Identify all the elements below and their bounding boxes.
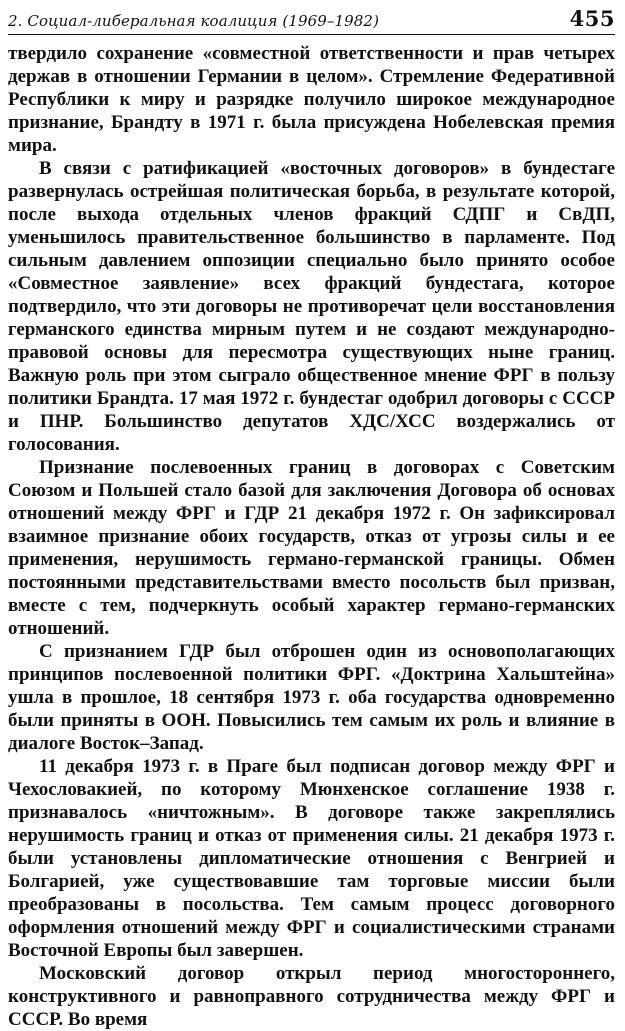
page-number: 455 xyxy=(569,6,615,31)
paragraph: Московский договор открыл период многостороннего, конструктивного и равноправного сотрудничества между ФРГ и СССР. Во время xyxy=(8,963,615,1030)
paragraph: С признанием ГДР был отброшен один из основополагающих принципов послевоенной политики ФРГ. «Доктрина Хальштейна» ушла в прошлое, 18 сентября 1973 г. оба государства одновременно были приняты в ООН. Повысились тем самым их роль и влияние в диалоге Восток–Запад. xyxy=(8,641,615,754)
paragraph: Признание послевоенных границ в договорах с Советским Союзом и Польшей стало базой для заключения Договора об основах отношений между ФРГ и ГДР 21 декабря 1972 г. Он зафиксировал взаимное признание обоих государств, отказ от угрозы силы и ее применения, нерушимость германо-германской границы. Обмен постоянными представительствами вместо посольств был призван, вместе с тем, подчеркнуть особый характер германо-германских отношений. xyxy=(8,457,615,639)
paragraph: В связи с ратификацией «восточных договоров» в бундестаге развернулась острейшая политическая борьба, в результате которой, после выхода отдельных членов фракций СДПГ и СвДП, уменьшилось правительственное большинство в парламенте. Под сильным давлением оппозиции специально было принято особое «Совместное заявление» всех фракций бундестага, которое подтвердило, что эти договоры не противоречат цели восстановления германского единства мирным путем и не создают международно-правовой основы для пересмотра существующих ныне границ. Важную роль при этом сыграло общественное мнение ФРГ в пользу политики Брандта. 17 мая 1972 г. бундестаг одобрил договоры с СССР и ПНР. Большинство депутатов ХДС/ХСС воздержались от голосования. xyxy=(8,158,615,455)
section-title: 2. Социал-либеральная коалиция (1969–1982) xyxy=(8,12,380,30)
body-text xyxy=(8,42,615,1031)
paragraph: 11 декабря 1973 г. в Праге был подписан договор между ФРГ и Чехословакией, по которому Мюнхенское соглашение 1938 г. признавалось «ничтожным». В договоре также закреплялись нерушимость границ и отказ от применения силы. 21 декабря 1973 г. были установлены дипломатические отношения с Венгрией и Болгарией, уже существовавшие там торговые миссии были преобразованы в посольства. Тем самым процесс договорного оформления отношений между ФРГ и социалистическими странами Восточной Европы был завершен. xyxy=(8,756,615,961)
running-head xyxy=(8,6,615,35)
paragraph: твердило сохранение «совместной ответственности и прав четырех держав в отношении Германии в целом». Стремление Федеративной Республики к миру и разрядке получило широкое международное признание, Брандту в 1971 г. была присуждена Нобелевская премия мира. xyxy=(8,43,615,156)
